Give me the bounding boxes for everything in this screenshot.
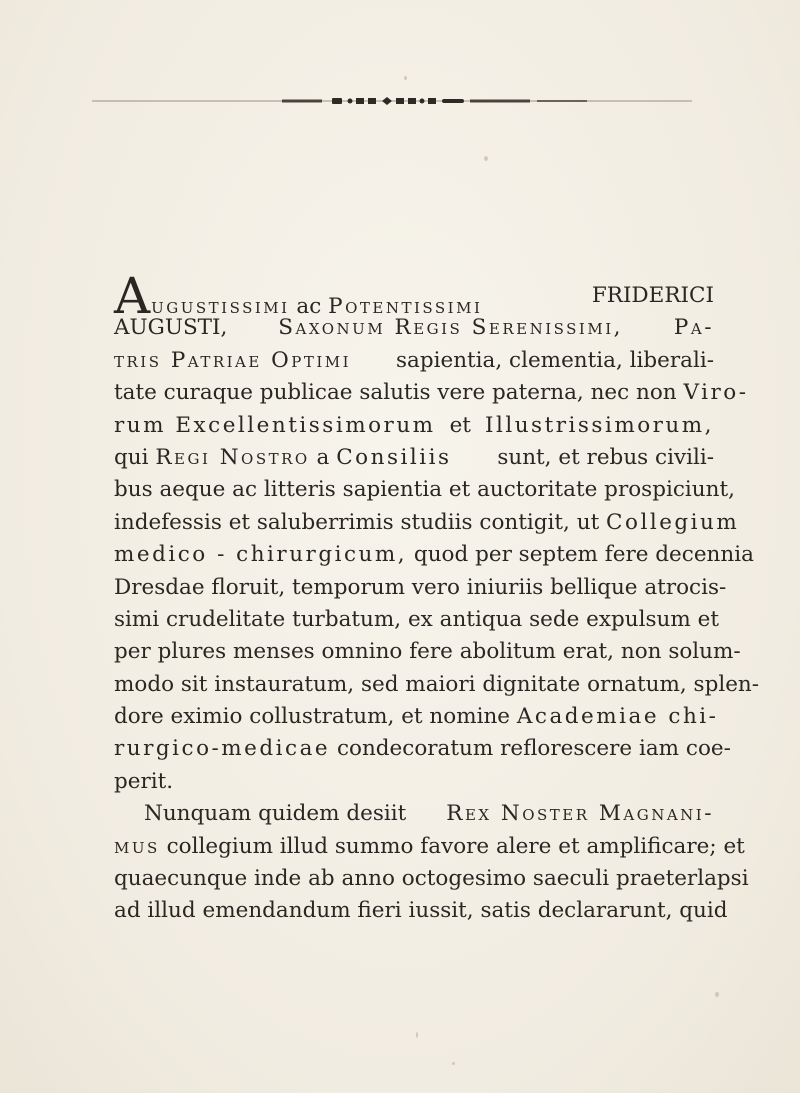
text-line-18: mus collegium illud summo favore alere et amplificare; et: [114, 833, 745, 859]
dedication-text: [114, 267, 760, 928]
text-line-1: Augustissimi ac Potentissimi FRIDERICI: [114, 267, 714, 325]
text-line-19: quaecunque inde ab anno octogesimo saeculi praeterlapsi: [114, 866, 749, 892]
drop-cap: A: [114, 267, 151, 325]
text-line-17: Nunquam quidem desiit Rex Noster Magnani-: [144, 801, 714, 827]
text-line-14: dore eximio collustratum, et nomine Academiae chi-: [114, 704, 719, 730]
text-line-5: rum Excellentissimorum et Illustrissimorum,: [114, 412, 714, 438]
text-line-10: Dresdae floruit, temporum vero iniuriis bellique atrocis-: [114, 574, 727, 600]
ornamental-rule: [92, 97, 692, 105]
text-line-11: simi crudelitate turbatum, ex antiqua sede expulsum et: [114, 606, 719, 632]
text-line-4: tate curaque publicae salutis vere paterna, nec non Viro-: [114, 380, 749, 406]
paper-spot: [452, 1062, 455, 1065]
text-line-6: qui Regi Nostro a Consiliis sunt, et rebus civili-: [114, 444, 714, 470]
text-line-16: perit.: [114, 768, 174, 794]
text-line-3: tris Patriae Optimi sapientia, clementia, liberali-: [114, 347, 714, 373]
text-line-12: per plures menses omnino fere abolitum erat, non solum-: [114, 639, 741, 665]
text-line-20: ad illud emendandum fieri iussit, satis declararunt, quid: [114, 898, 728, 924]
text-line-15: rurgico-medicae condecoratum reflorescere iam coe-: [114, 736, 731, 762]
text-line-2: AUGUSTI, Saxonum Regis Serenissimi, Pa-: [114, 315, 714, 341]
text-line-13: modo sit instauratum, sed maiori dignitate ornatum, splen-: [114, 671, 760, 697]
paper-spot: [484, 156, 488, 161]
paper-spot: [416, 1032, 418, 1038]
paper-spot: [715, 992, 719, 997]
paper-spot: [404, 76, 407, 80]
text-line-8: indefessis et saluberrimis studiis contigit, ut Collegium: [114, 509, 740, 535]
text-line-9: medico - chirurgicum, quod per septem fere decennia: [114, 542, 754, 568]
text-line-7: bus aeque ac litteris sapientia et auctoritate prospiciunt,: [114, 477, 735, 503]
